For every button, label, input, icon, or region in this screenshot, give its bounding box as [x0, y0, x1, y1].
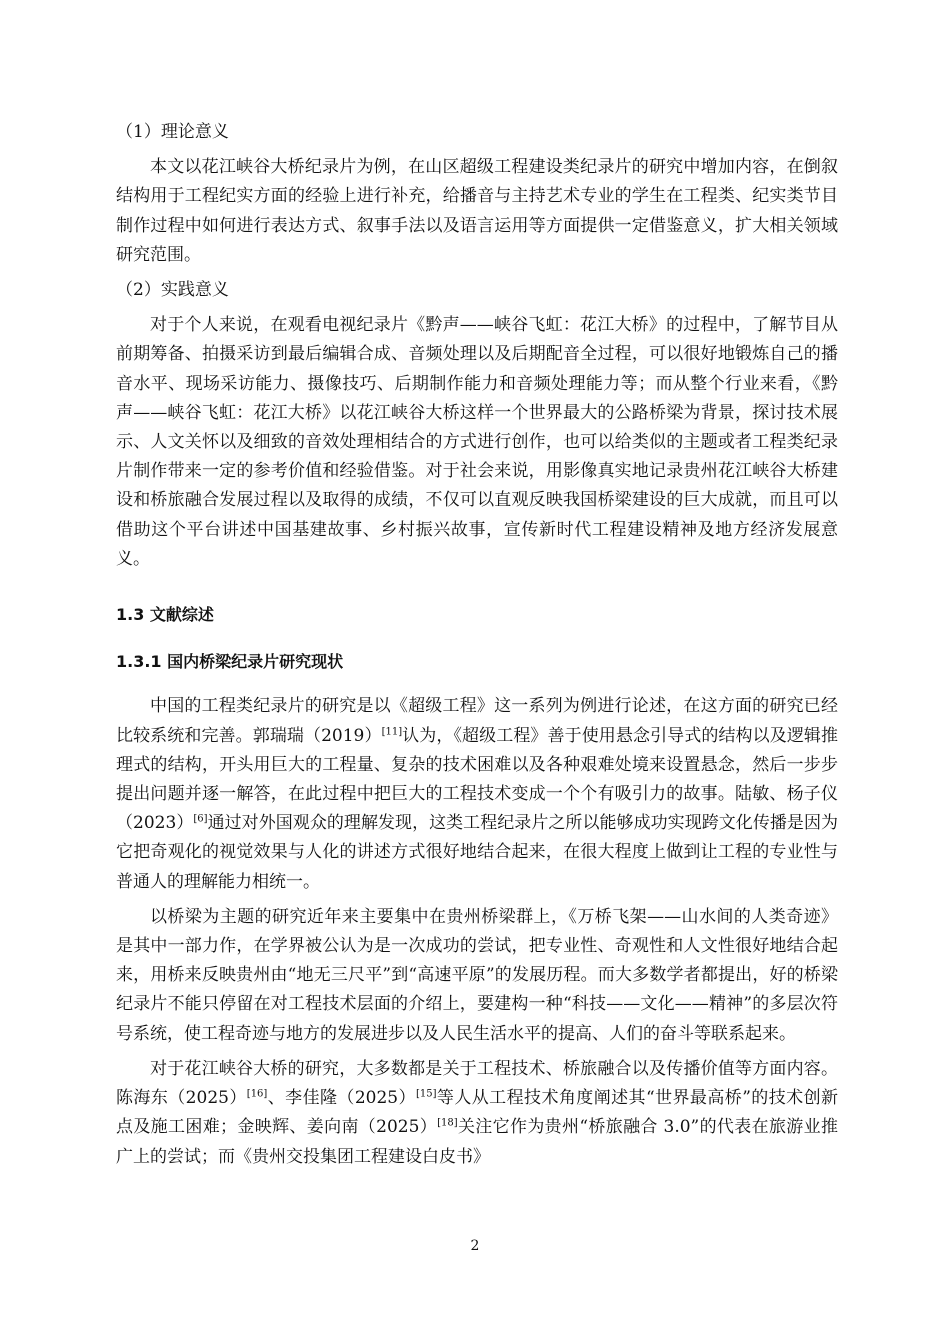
text-run: 中国的工程类纪录片的研究是以《超级工程》这一系列为例进行论述，在这方面的研究已经比较系统和完善。郭瑞瑞（2019） — [116, 696, 838, 746]
theory-significance-label: （1）理论意义 — [116, 122, 229, 142]
paragraph-bridge-research: 以桥梁为主题的研究近年来主要集中在贵州桥梁群上，《万桥飞架——山水间的人类奇迹》是其中一部力作，在学界被公认为是一次成功的尝试，把专业性、奇观性和人文性很好地结合起来，用桥来反映贵州由“地无三尺平”到“高速平原”的发展历程。而大多数学者都提出，好的桥梁纪录片不能只停留在对工程技术层面的介绍上，要建构一种“科技——文化——精神”的多层次符号系统，使工程奇迹与地方的发展进步以及人民生活水平的提高、人们的奋斗等联系起来。 — [116, 906, 838, 1044]
citation-ref: [6] — [193, 813, 208, 825]
citation-ref: [16] — [246, 1088, 268, 1100]
practice-significance-paragraph: 对于个人来说，在观看电视纪录片《黔声——峡谷飞虹：花江大桥》的过程中，了解节目从前期筹备、拍摄采访到最后编辑合成、音频处理以及后期配音全过程，可以很好地锻炼自己的播音水平、现场采访能力、摄像技巧、后期制作能力和音频处理能力等；而从整个行业来看，《黔声——峡谷飞虹：花江大桥》以花江峡谷大桥这样一个世界最大的公路桥梁为背景，探讨技术展示、人文关怀以及细致的音效处理相结合的方式进行创作，也可以给类似的主题或者工程类纪录片制作带来一定的参考价值和经验借鉴。对于社会来说，用影像真实地记录贵州花江峡谷大桥建设和桥旅融合发展过程以及取得的成绩，不仅可以直观反映我国桥梁建设的巨大成就，而且可以借助这个平台讲述中国基建故事、乡村振兴故事，宣传新时代工程建设精神及地方经济发展意义。 — [116, 315, 838, 569]
text-run: 等人从工程技术角度阐述其“世界最高桥”的技术创新点及施工困难；金映辉、姜向南（2025） — [116, 1088, 838, 1138]
text-run: 关注它作为贵州“桥旅融合 3.0”的代表在旅游业推广上的尝试；而《贵州交投集团工程建设白皮书》 — [116, 1117, 838, 1167]
document-body — [116, 112, 838, 1178]
text-run: 对于花江峡谷大桥的研究，大多数都是关于工程技术、桥旅融合以及传播价值等方面内容。陈海东（2025） — [116, 1058, 838, 1109]
paragraph-engineering-documentaries — [116, 692, 838, 896]
section-heading-literature-review: 1.3 文献综述 — [116, 605, 214, 625]
practice-significance-label: （2）实践意义 — [116, 280, 229, 301]
text-run: 通过对外国观众的理解发现，这类工程纪录片之所以能够成功实现跨文化传播是因为它把奇观化的视觉效果与人化的讲述方式很好地结合起来，在很大程度上做到让工程的专业性与普通人的理解能力相统一。 — [116, 813, 839, 892]
citation-ref: [11] — [381, 726, 403, 737]
citation-ref: [18] — [437, 1117, 458, 1129]
subsection-heading-domestic-research: 1.3.1 国内桥梁纪录片研究现状 — [116, 652, 344, 672]
citation-ref: [15] — [415, 1088, 437, 1100]
text-run: 认为，《超级工程》善于使用悬念引导式的结构以及逻辑推理式的结构，开头用巨大的工程量、复杂的技术困难以及各种艰难处境来设置悬念，然后一步步提出问题并逐一解答，在此过程中把巨大的工程技术变成一个个有吸引力的故事。陆敏、杨子仪（2023） — [116, 725, 838, 834]
theory-significance-paragraph: 本文以花江峡谷大桥纪录片为例，在山区超级工程建设类纪录片的研究中增加内容，在倒叙结构用于工程纪实方面的经验上进行补充，给播音与主持艺术专业的学生在工程类、纪实类节目制作过程中如何进行表达方式、叙事手法以及语言运用等方面提供一定借鉴意义，扩大相关领域研究范围。 — [116, 157, 838, 265]
page-number: 2 — [470, 1238, 480, 1254]
paragraph-huajiang-bridge-research — [116, 1055, 838, 1172]
text-run: 、李佳隆（2025） — [267, 1088, 416, 1109]
